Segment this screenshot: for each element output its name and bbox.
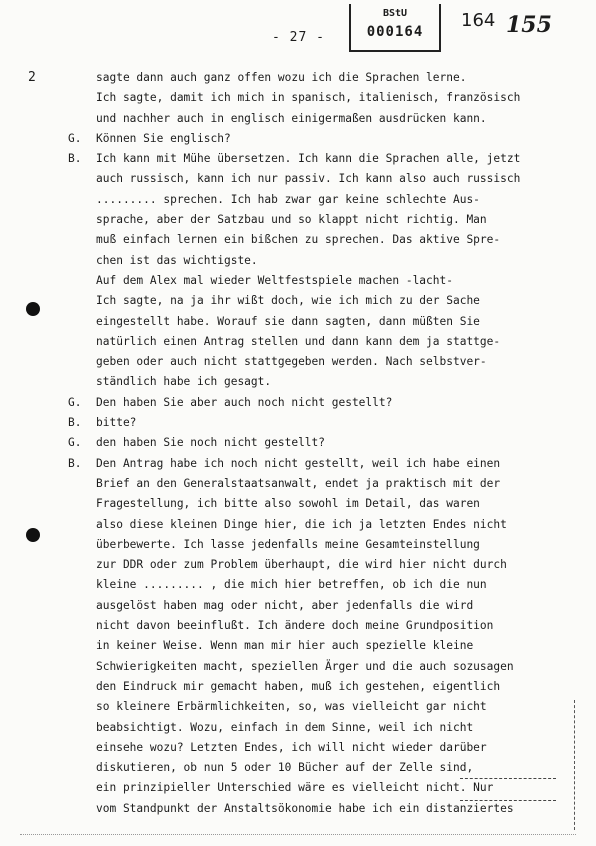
right-margin-mark [574, 700, 577, 830]
text-line: vom Standpunkt der Anstaltsökonomie habe ich ein distanziertes [96, 801, 514, 815]
speaker-label: B. [68, 456, 82, 470]
text-line: nicht davon beeinflußt. Ich ändere doch meine Grundposition [96, 619, 494, 633]
text-line: sagte dann auch ganz offen wozu ich die Sprachen lerne. [96, 71, 467, 84]
text-line: auch russisch, kann ich nur passiv. Ich kann also auch russisch [96, 172, 521, 186]
text-line: Ich sagte, na ja ihr wißt doch, wie ich mich zu der Sache [96, 294, 480, 308]
punch-hole [26, 302, 40, 316]
text-line: Fragestellung, ich bitte also sowohl im Detail, das waren [96, 497, 480, 511]
text-line: Auf dem Alex mal wieder Weltfestspiele machen -lacht- [96, 273, 453, 287]
speaker-label: B. [68, 416, 82, 430]
margin-mark: 2 [28, 70, 36, 85]
text-line: ständlich habe ich gesagt. [96, 375, 272, 389]
footer-rule [460, 800, 556, 801]
text-line: in keiner Weise. Wenn man mir hier auch spezielle kleine [96, 639, 474, 653]
text-line: Den Antrag habe ich noch nicht gestellt, weil ich habe einen [96, 456, 501, 470]
text-line: so kleinere Erbärmlichkeiten, so, was vielleicht gar nicht [96, 700, 487, 714]
footer-rule [460, 778, 556, 779]
handwritten-folio-number: 155 [506, 12, 552, 38]
archive-stamp [349, 4, 441, 52]
stamp-number: 000164 [366, 24, 424, 40]
punch-hole [26, 528, 40, 542]
text-line: beabsichtigt. Wozu, einfach in dem Sinne, weil ich nicht [96, 720, 474, 734]
transcript-text [96, 68, 566, 819]
text-line: Ich sagte, damit ich mich in spanisch, italienisch, französisch [96, 91, 521, 105]
text-line: überbewerte. Ich lasse jedenfalls meine Gesamteinstellung [96, 537, 480, 551]
speaker-label: B. [68, 152, 82, 166]
text-line: ......... sprechen. Ich hab zwar gar keine schlechte Aus- [96, 192, 480, 206]
speaker-label: G. [68, 436, 82, 450]
text-line: also diese kleinen Dinge hier, die ich ja letzten Endes nicht [96, 517, 507, 531]
handwritten-page-number: 164 [461, 10, 496, 31]
text-line: bitte? [96, 416, 137, 430]
stamp-label: BStU [382, 8, 408, 19]
text-line: Brief an den Generalstaatsanwalt, endet ja praktisch mit der [96, 476, 501, 490]
text-line: geben oder auch nicht stattgegeben werden. Nach selbstver- [96, 355, 487, 369]
text-line: Ich kann mit Mühe übersetzen. Ich kann die Sprachen alle, jetzt [96, 152, 521, 166]
speaker-label: G. [68, 395, 82, 409]
text-line: den haben Sie noch nicht gestellt? [96, 436, 326, 450]
text-line: einsehe wozu? Letzten Endes, ich will nicht wieder darüber [96, 740, 487, 754]
text-line: chen ist das wichtigste. [96, 253, 258, 267]
text-line: und nachher auch in englisch einigermaßen ausdrücken kann. [96, 111, 487, 125]
text-line: den Eindruck mir gemacht haben, muß ich gestehen, eigentlich [96, 679, 501, 693]
text-line: sprache, aber der Satzbau und so klappt nicht richtig. Man [96, 213, 487, 227]
speaker-label: G. [68, 131, 82, 145]
text-line: muß einfach lernen ein bißchen zu sprechen. Das aktive Spre- [96, 233, 501, 247]
bottom-rule [20, 834, 576, 835]
text-line: Den haben Sie aber auch noch nicht gestellt? [96, 395, 393, 409]
text-line: diskutieren, ob nun 5 oder 10 Bücher auf der Zelle sind, [96, 761, 474, 775]
text-line: eingestellt habe. Worauf sie dann sagten, dann müßten Sie [96, 314, 480, 328]
text-line: Können Sie englisch? [96, 131, 231, 145]
text-line: Schwierigkeiten macht, speziellen Ärger und die auch sozusagen [96, 659, 514, 673]
page-number: - 27 - [272, 30, 325, 45]
text-line: natürlich einen Antrag stellen und dann kann dem ja stattge- [96, 334, 501, 348]
text-line: ausgelöst haben mag oder nicht, aber jedenfalls die wird [96, 598, 474, 612]
text-line: ein prinzipieller Unterschied wäre es vielleicht nicht. Nur [96, 781, 494, 795]
text-line: kleine ......... , die mich hier betreffen, ob ich die nun [96, 578, 487, 592]
text-line: zur DDR oder zum Problem überhaupt, die wird hier nicht durch [96, 558, 507, 572]
